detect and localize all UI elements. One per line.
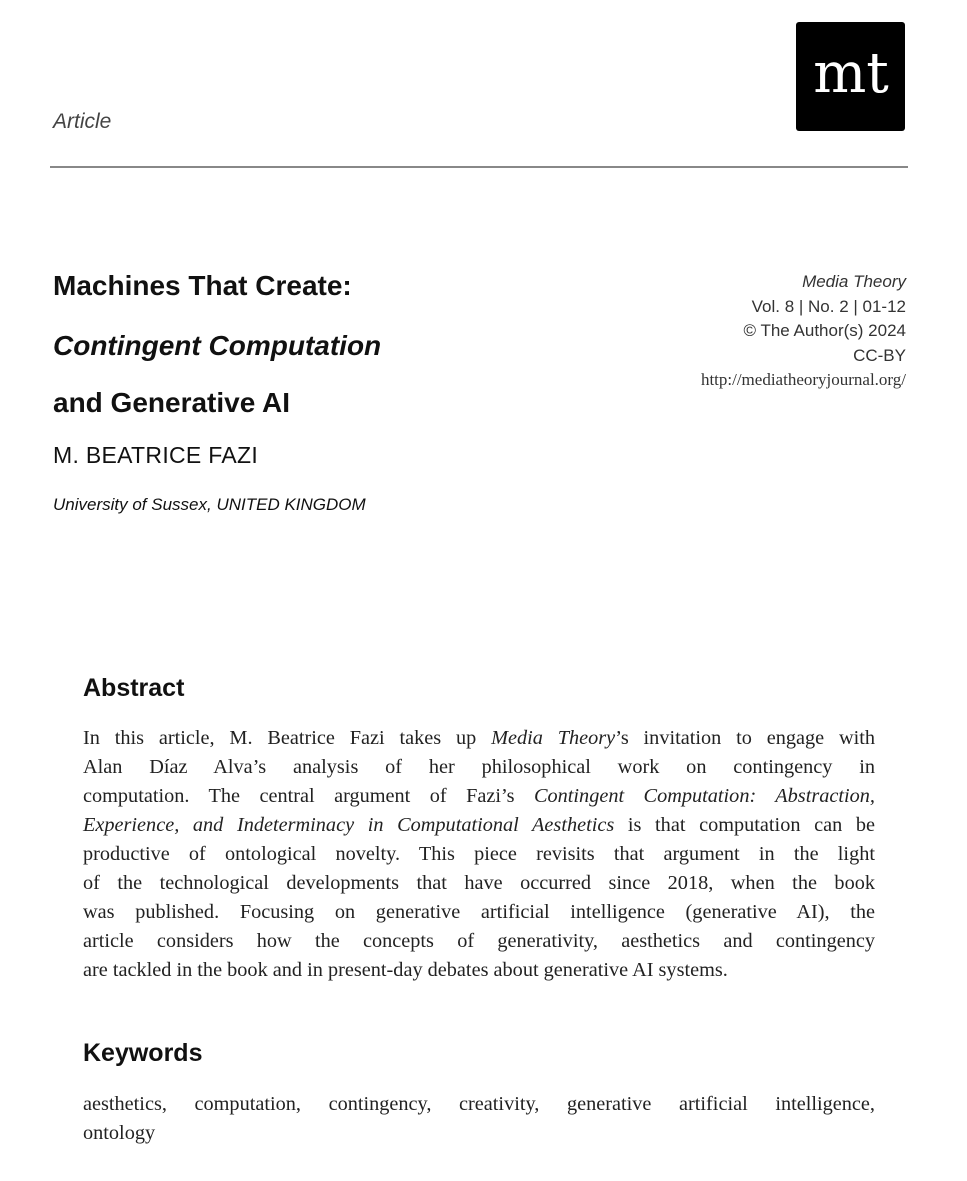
abstract-text-segment: In this article, M. Beatrice Fazi takes up (83, 727, 492, 749)
abstract-text-segment: is that computation can be (614, 814, 876, 836)
section-label: Article (53, 110, 112, 133)
logo-text: mt (812, 46, 889, 106)
header-rule (50, 166, 908, 168)
journal-meta (701, 270, 906, 393)
abstract-text-segment: of the technological developments that have occurred since 2018, when the book (83, 872, 875, 894)
mt-logo-icon (805, 47, 897, 107)
journal-url[interactable]: http://mediatheoryjournal.org/ (700, 370, 906, 389)
author-affiliation: University of Sussex, UNITED KINGDOM (53, 495, 366, 514)
journal-license: CC-BY (853, 345, 906, 365)
abstract-heading: Abstract (83, 674, 185, 702)
journal-logo (796, 22, 905, 131)
abstract-line (83, 869, 875, 898)
abstract-text-segment: ’s invitation to engage with (615, 727, 876, 749)
abstract-text-segment: article considers how the concepts of generativity, aesthetics and contingency (83, 930, 875, 952)
abstract-line (83, 898, 875, 927)
journal-name: Media Theory (802, 272, 906, 291)
abstract-text-segment: productive of ontological novelty. This piece revisits that argument in the light (83, 843, 875, 865)
abstract-italic-title: Media Theory (491, 727, 616, 749)
abstract-text-segment: Alan Díaz Alva’s analysis of her philosophical work on contingency in (83, 756, 875, 778)
abstract-text-segment: was published. Focusing on generative artificial intelligence (generative AI), the (83, 901, 875, 923)
keywords-line: aesthetics, computation, contingency, creativity, generative artificial intelligence, (83, 1093, 875, 1115)
title-line-1: Machines That Create: (53, 270, 352, 301)
abstract-body (83, 724, 875, 985)
journal-volume: Vol. 8 | No. 2 | 01-12 (751, 296, 906, 316)
abstract-text-segment: are tackled in the book and in present-day debates about generative AI systems. (83, 959, 728, 981)
abstract-italic-title: Experience, and Indeterminacy in Computational Aesthetics (83, 814, 615, 836)
abstract-line (83, 724, 875, 753)
abstract-line (83, 840, 875, 869)
abstract-line (83, 956, 875, 985)
abstract-line (83, 927, 875, 956)
author-name: M. BEATRICE FAZI (53, 442, 259, 468)
journal-copyright: © The Author(s) 2024 (743, 321, 906, 340)
abstract-line (83, 753, 875, 782)
keywords-body (83, 1090, 875, 1148)
abstract-text-segment: computation. The central argument of Fazi’s (83, 785, 534, 807)
title-line-3: and Generative AI (53, 387, 291, 418)
keywords-line: ontology (83, 1122, 156, 1144)
abstract-line (83, 782, 875, 811)
abstract-line (83, 811, 875, 840)
abstract-italic-title: Contingent Computation: Abstraction, (533, 785, 875, 807)
keywords-heading: Keywords (83, 1039, 203, 1067)
title-line-2: Contingent Computation (53, 330, 382, 361)
